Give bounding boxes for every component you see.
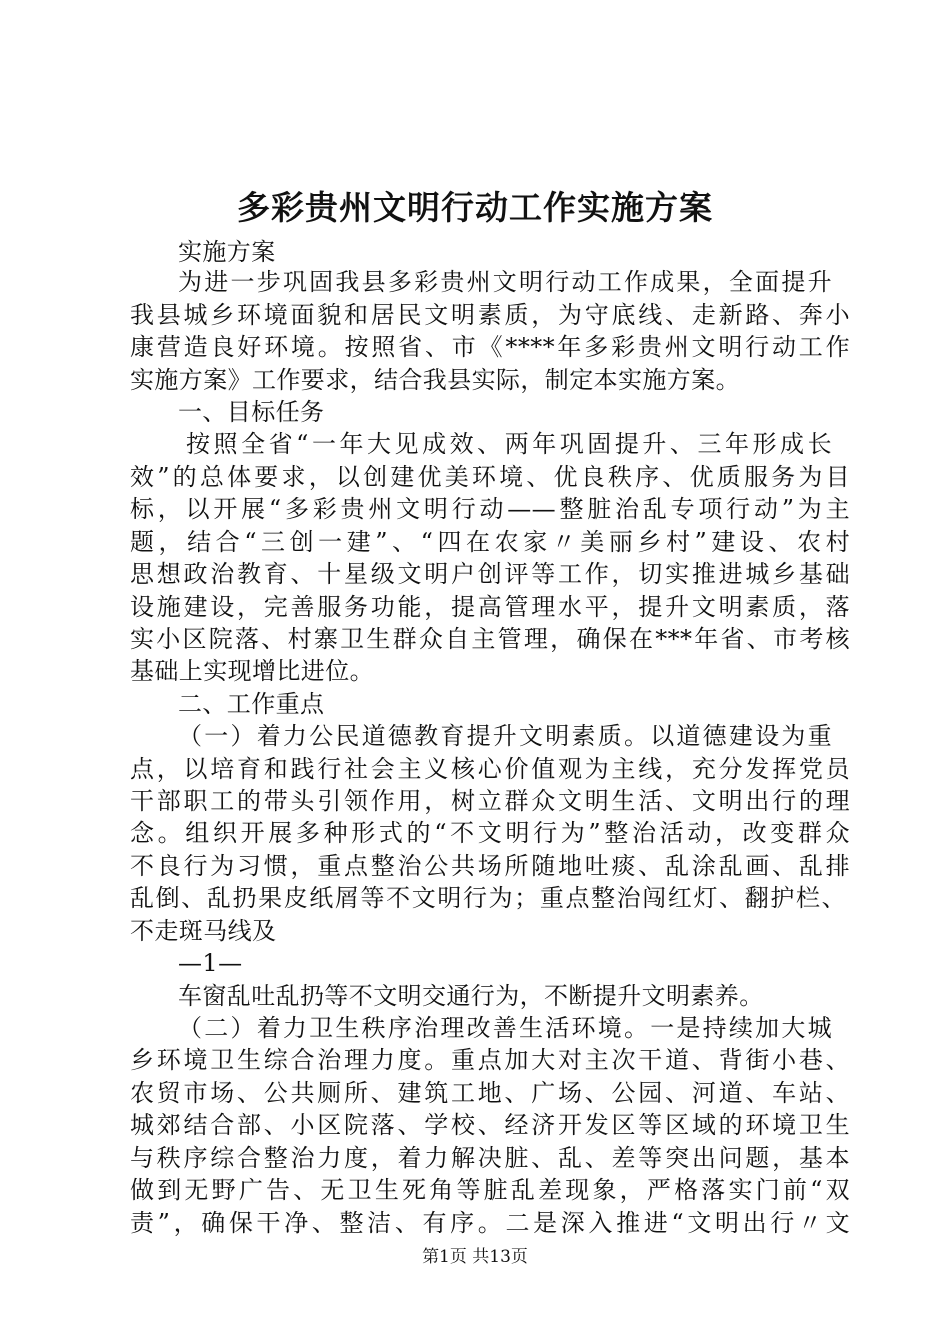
section-heading: 二、工作重点 <box>178 690 325 718</box>
text-line: 为进一步巩固我县多彩贵州文明行动工作成果，全面提升 <box>178 268 832 296</box>
text-line: （一）着力公民道德教育提升文明素质。以道德建设为重 <box>178 722 832 750</box>
text-line: 乱倒、乱扔果皮纸屑等不文明行为；重点整治闯红灯、翻护栏、 <box>130 884 846 912</box>
page-marker: —1— <box>178 949 243 977</box>
text-line: 干部职工的带头引领作用，树立群众文明生活、文明出行的理 <box>130 787 850 815</box>
text-line: 按照全省“一年大见成效、两年巩固提升、三年形成长 <box>186 430 832 458</box>
text-line: 康营造良好环境。按照省、市《****年多彩贵州文明行动工作 <box>130 333 850 361</box>
text-line: 点，以培育和践行社会主义核心价值观为主线，充分发挥党员 <box>130 755 850 783</box>
text-line: 设施建设，完善服务功能，提高管理水平，提升文明素质，落 <box>130 593 850 621</box>
text-line: 不良行为习惯，重点整治公共场所随地吐痰、乱涂乱画、乱排 <box>130 852 850 880</box>
text-line: 实小区院落、村寨卫生群众自主管理，确保在***年省、市考核 <box>130 625 850 653</box>
text-line: 基础上实现增比进位。 <box>130 657 374 685</box>
text-line: 车窗乱吐乱扔等不文明交通行为，不断提升文明素养。 <box>178 982 764 1010</box>
page-footer: 第1页 共13页 <box>422 1247 528 1267</box>
text-line: 与秩序综合整治力度，着力解决脏、乱、差等突出问题，基本 <box>130 1144 850 1172</box>
text-line: 效”的总体要求，以创建优美环境、优良秩序、优质服务为目 <box>130 463 850 491</box>
text-line: 题，结合“三创一建”、“四在农家〃美丽乡村”建设、农村 <box>130 528 850 556</box>
text-line: 实施方案》工作要求，结合我县实际，制定本实施方案。 <box>130 366 740 394</box>
text-line: 念。组织开展多种形式的“不文明行为”整治活动，改变群众 <box>130 819 850 847</box>
document-title: 多彩贵州文明行动工作实施方案 <box>237 188 713 227</box>
text-line: 责”，确保干净、整洁、有序。二是深入推进“文明出行〃文 <box>130 1209 850 1237</box>
text-line: 思想政治教育、十星级文明户创评等工作，切实推进城乡基础 <box>130 560 850 588</box>
text-line: （二）着力卫生秩序治理改善生活环境。一是持续加大城 <box>178 1014 832 1042</box>
text-line: 标，以开展“多彩贵州文明行动——整脏治乱专项行动”为主 <box>130 495 850 523</box>
text-line: 城郊结合部、小区院落、学校、经济开发区等区域的环境卫生 <box>130 1111 850 1139</box>
text-line: 不走斑马线及 <box>130 917 277 945</box>
text-line: 乡环境卫生综合治理力度。重点加大对主次干道、背街小巷、 <box>130 1046 850 1074</box>
text-line: 实施方案 <box>178 238 276 266</box>
section-heading: 一、目标任务 <box>178 398 325 426</box>
text-line: 我县城乡环境面貌和居民文明素质，为守底线、走新路、奔小 <box>130 301 850 329</box>
text-line: 做到无野广告、无卫生死角等脏乱差现象，严格落实门前“双 <box>130 1176 850 1204</box>
text-line: 农贸市场、公共厕所、建筑工地、广场、公园、河道、车站、 <box>130 1079 850 1107</box>
